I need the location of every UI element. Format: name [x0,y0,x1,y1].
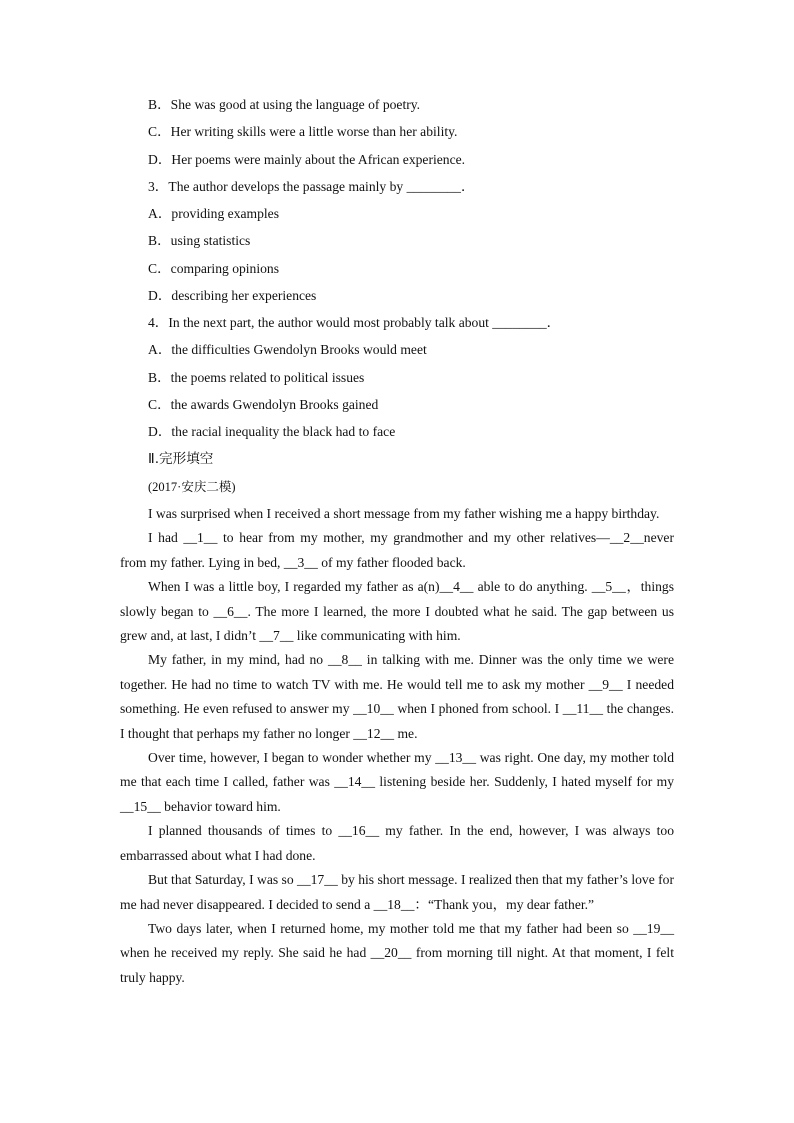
passage-paragraph-1: I was surprised when I received a short message from my father wishing me a happy birthday. [148,506,660,521]
q3-option-c: C．comparing opinions [148,261,280,276]
question-3-stem: 3．The author develops the passage mainly by ________． [148,179,475,194]
q3-option-b: B．using statistics [148,233,251,248]
passage-paragraph-6: I planned thousands of times to __16__ my father. In the end, however, I was always too embarrassed about what I had done. [120,823,674,863]
q4-option-a: A．the difficulties Gwendolyn Brooks would meet [148,342,427,357]
q2-option-c: C．Her writing skills were a little worse than her ability. [148,124,458,139]
passage-paragraph-2: I had __1__ to hear from my mother, my grandmother and my other relatives—__2__never from my father. Lying in bed, __3__ of my father flooded back. [120,530,674,570]
q3-option-d: D．describing her experiences [148,288,317,303]
section-heading: Ⅱ.完形填空 [148,451,214,467]
section-source: (2017·安庆二模) [148,480,236,494]
passage-paragraph-8: Two days later, when I returned home, my mother told me that my father had been so __19__ when he received my reply. She said he had __20__ from morning till night. At that moment, I felt truly happy. [120,920,674,985]
q2-option-b: B．She was good at using the language of poetry. [148,97,421,112]
q4-option-b: B．the poems related to political issues [148,370,365,385]
passage-paragraph-3: When I was a little boy, I regarded my father as a(n)__4__ able to do anything. __5__，things slowly began to __6__. The more I learned, the more I doubted what he said. The gap between us grew and, at last, I didn’t __7__ like communicating with him. [120,579,674,644]
q4-option-d: D．the racial inequality the black had to face [148,424,396,439]
passage-paragraph-5: Over time, however, I began to wonder whether my __13__ was right. One day, my mother told me that each time I called, father was __14__ listening beside her. Suddenly, I hated myself for my __15__ behavior toward him. [120,750,674,814]
question-4-stem: 4．In the next part, the author would most probably talk about ________． [148,315,561,330]
passage-paragraph-7: But that Saturday, I was so __17__ by his short message. I realized then that my father’s love for me had never disappeared. I decided to send a __18__：“Thank you，my dear father.” [120,872,674,912]
q3-option-a: A．providing examples [148,206,280,221]
q4-option-c: C．the awards Gwendolyn Brooks gained [148,397,379,412]
passage-paragraph-4: My father, in my mind, had no __8__ in talking with me. Dinner was the only time we were together. He had no time to watch TV with me. He would tell me to ask my mother __9__ I needed something. He even refused to answer my __10__ when I phoned from school. I __11__ the changes. I thought that perhaps my father no longer __12__ me. [120,652,674,741]
q2-option-d: D．Her poems were mainly about the African experience. [148,152,466,167]
cloze-passage [120,502,674,990]
